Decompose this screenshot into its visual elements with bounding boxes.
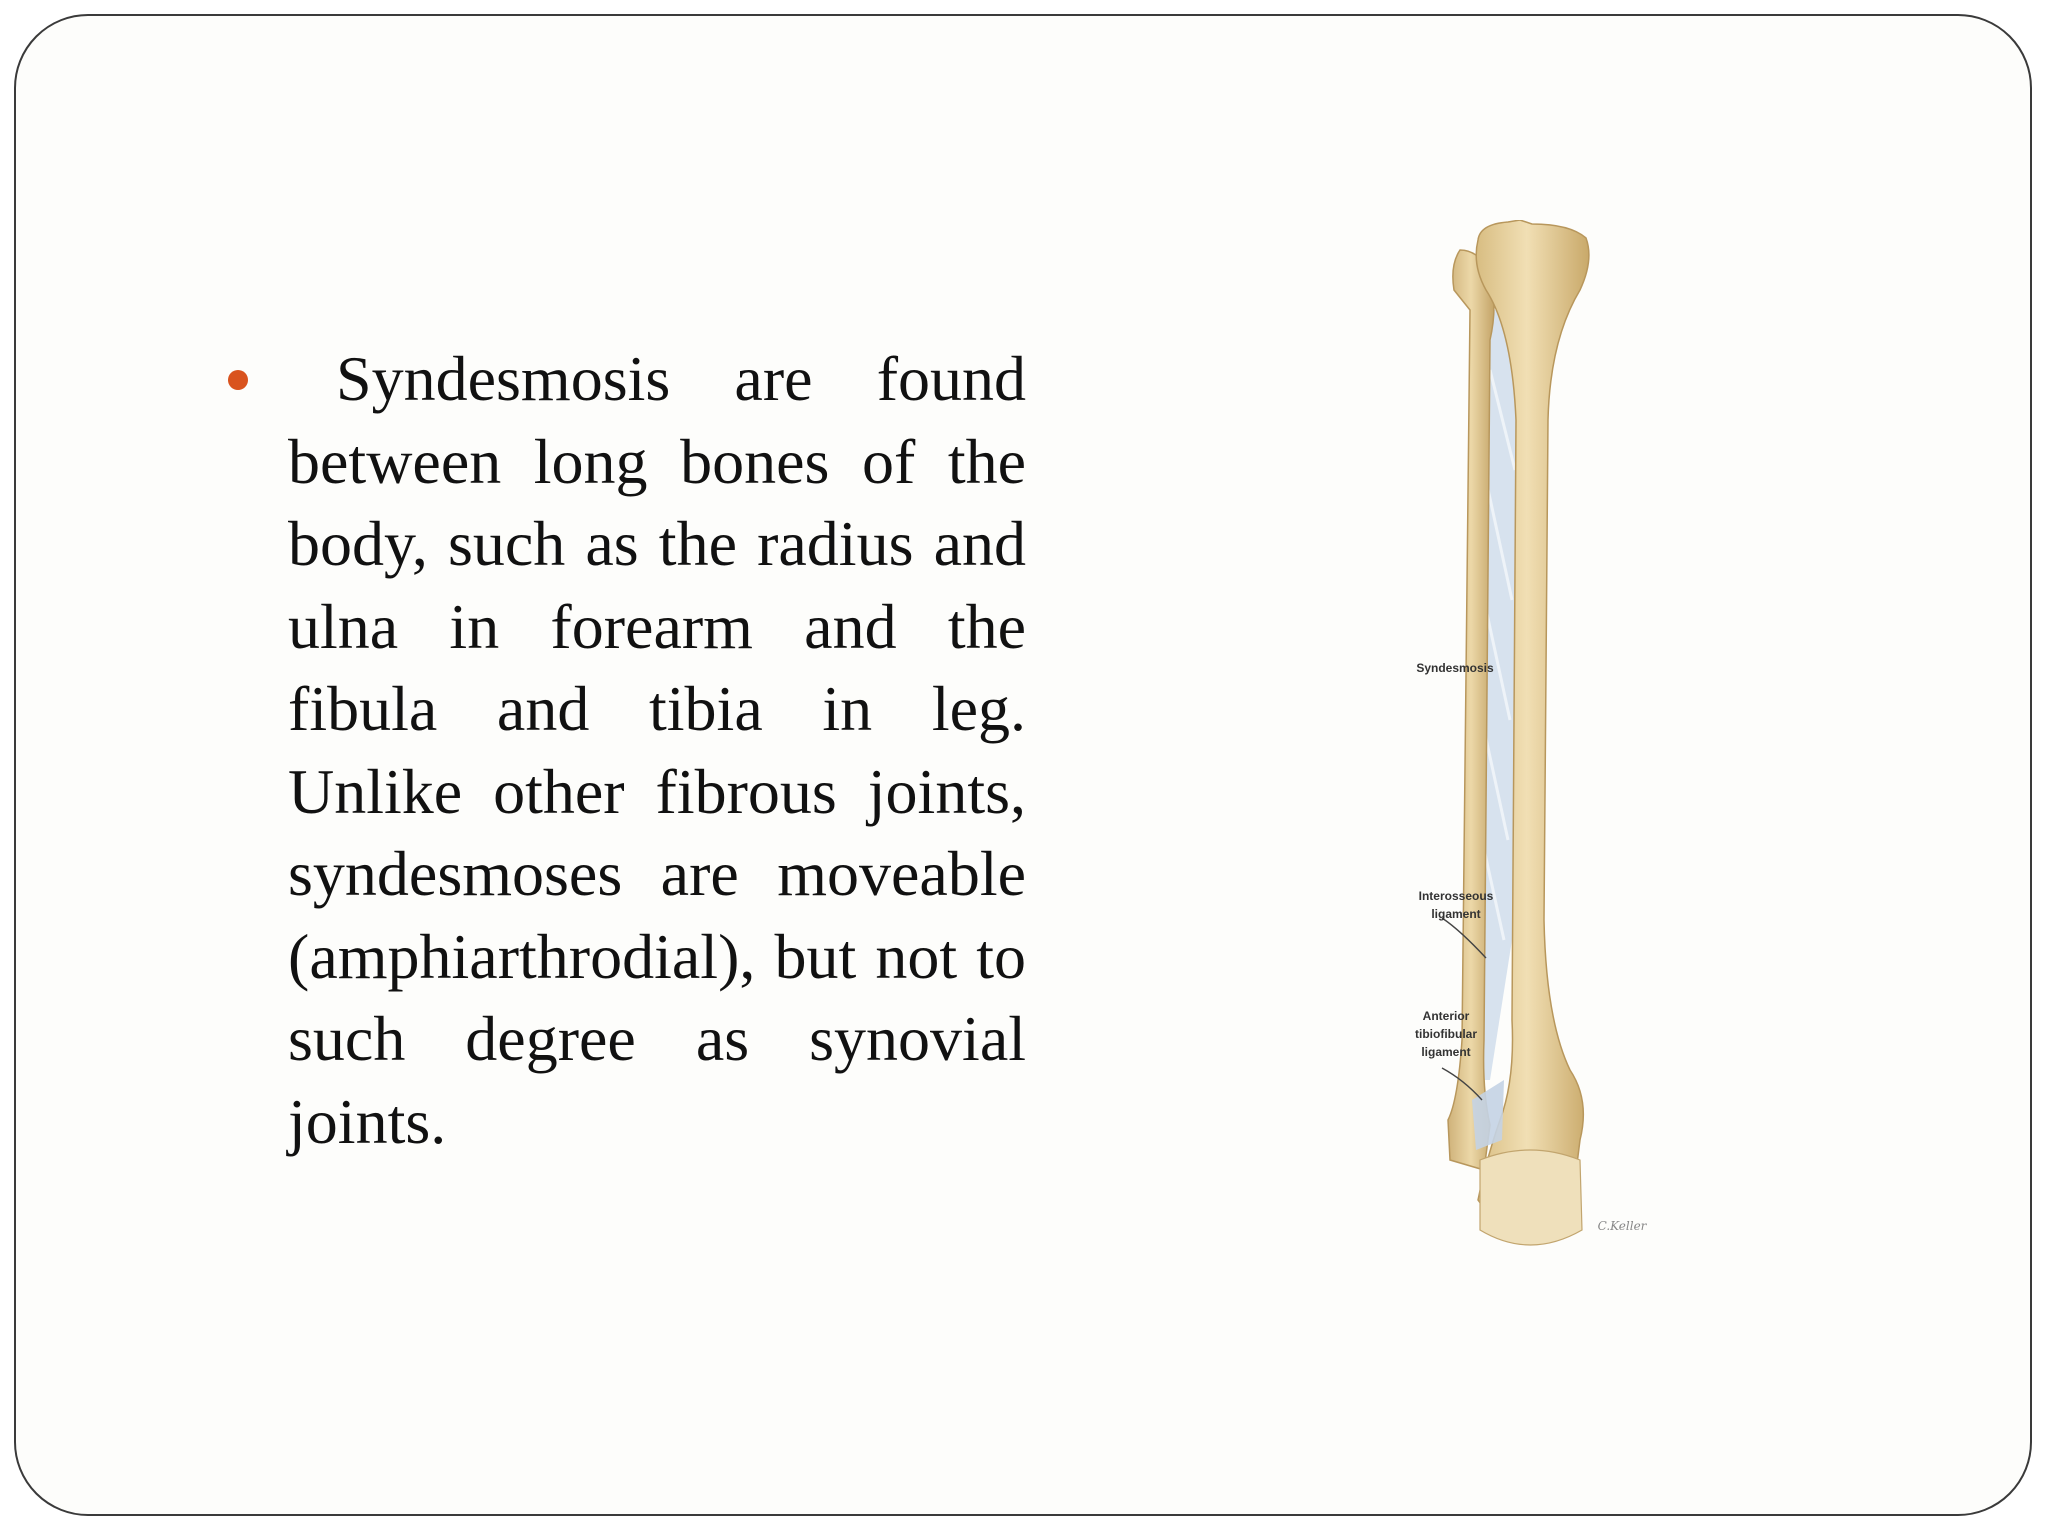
bone-drawing: [1420, 220, 1690, 1260]
label-syndesmosis: Syndesmosis: [1416, 661, 1494, 675]
label-interosseous-line2: ligament: [1431, 907, 1481, 921]
bullet-marker: [228, 370, 248, 390]
tibia-fibula-illustration: [1415, 220, 1690, 1260]
bullet-text: Syndesmosis are found between long bones of the body, such as the radius and ulna in forearm and the fibula and tibia in leg. Unlike other fibrous joints, syndesmoses are moveable (amphiarthrodial), but not to such degree as synovial joints.: [288, 343, 1026, 1157]
talus-bone: [1480, 1150, 1582, 1245]
label-interosseous-line1: Interosseous: [1418, 889, 1494, 903]
label-anterior-line2: tibiofibular: [1415, 1027, 1477, 1041]
label-anterior-line3: ligament: [1421, 1045, 1471, 1059]
artist-signature: C.Keller: [1597, 1219, 1647, 1233]
label-anterior-line1: Anterior: [1422, 1009, 1470, 1023]
